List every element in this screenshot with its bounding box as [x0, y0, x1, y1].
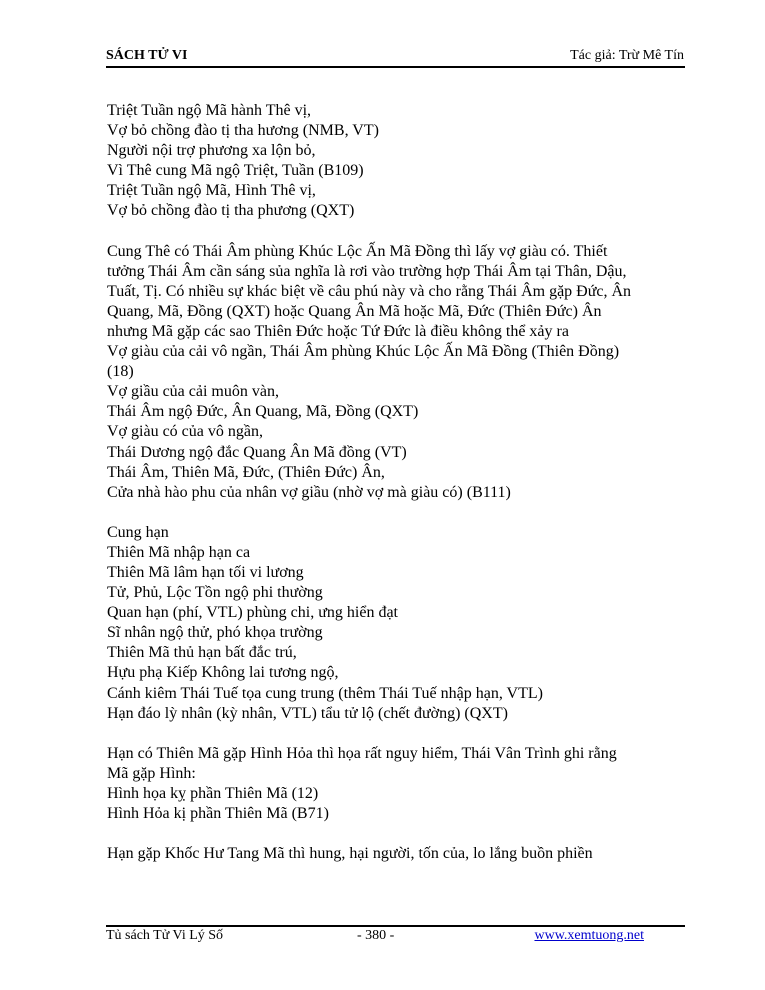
text-line: Thiên Mã lâm hạn tối vi lương — [107, 563, 304, 581]
text-line: Hạn có Thiên Mã gặp Hình Hỏa thì họa rất nguy hiểm, Thái Vân Trình ghi rằng — [107, 744, 617, 762]
paragraph — [107, 523, 687, 724]
text-line: Vợ giầu của cải muôn vàn, — [107, 383, 279, 401]
page-header — [106, 46, 684, 66]
text-line: Tử, Phủ, Lộc Tồn ngộ phi thường — [107, 584, 323, 602]
website-link[interactable]: www.xemtuong.net — [534, 928, 644, 943]
text-line: Thái Âm, Thiên Mã, Đức, (Thiên Đức) Ân, — [107, 463, 385, 481]
book-title: SÁCH TỬ VI — [106, 48, 188, 63]
text-line: Sĩ nhân ngộ thử, phó khọa trường — [107, 624, 323, 642]
text-line: Vợ giàu của cải vô ngần, Thái Âm phùng Khúc Lộc Ấn Mã Đồng (Thiên Đồng) — [107, 343, 620, 361]
text-line: Mã gặp Hình: — [107, 764, 196, 782]
text-line: Cung hạn — [107, 523, 169, 541]
text-line: Hạn đáo lỳ nhân (kỳ nhân, VTL) tẩu tử lộ (chết đường) (QXT) — [107, 704, 508, 722]
text-line: Cánh kiêm Thái Tuế tọa cung trung (thêm Thái Tuế nhập hạn, VTL) — [107, 684, 543, 702]
text-line: Hình Hỏa kị phần Thiên Mã (B71) — [107, 805, 329, 822]
text-line: Vợ bỏ chồng đào tị tha hương (NMB, VT) — [107, 122, 379, 140]
text-line: Hình họa kỵ phần Thiên Mã (12) — [107, 784, 319, 802]
text-line: Vợ giàu có của vô ngần, — [107, 423, 263, 441]
header-rule — [106, 66, 685, 68]
text-line: Cung Thê có Thái Âm phùng Khúc Lộc Ấn Mã Đồng thì lấy vợ giàu có. Thiết — [107, 242, 608, 260]
text-line: Vì Thê cung Mã ngộ Triệt, Tuần (B109) — [107, 162, 364, 180]
paragraph — [107, 744, 687, 824]
text-line: Hựu phạ Kiếp Không lai tương ngộ, — [107, 664, 339, 682]
text-line: Người nội trợ phương xa lộn bỏ, — [107, 142, 316, 160]
text-line: Quang, Mã, Đồng (QXT) hoặc Quang Ân Mã hoặc Mã, Đức (Thiên Đức) Ân — [107, 302, 602, 320]
text-line: Tuất, Tị. Có nhiều sự khác biệt về câu phú này và cho rằng Thái Âm gặp Đức, Ân — [107, 282, 632, 300]
text-line: Vợ bỏ chồng đào tị tha phương (QXT) — [107, 202, 355, 220]
text-line: Thái Âm ngộ Đức, Ân Quang, Mã, Đồng (QXT) — [107, 403, 419, 421]
text-line: nhưng Mã gặp các sao Thiên Đức hoặc Tứ Đức là điều không thể xảy ra — [107, 322, 569, 340]
page-body — [107, 101, 687, 884]
author-label: Tác giả: Trừ Mê Tín — [570, 48, 684, 63]
text-line: Triệt Tuần ngộ Mã hành Thê vị, — [107, 102, 312, 119]
text-line: Thiên Mã thủ hạn bất đắc trú, — [107, 644, 297, 662]
footer-series: Tủ sách Tử Vi Lý Số — [106, 928, 224, 943]
text-line: Thiên Mã nhập hạn ca — [107, 543, 251, 561]
paragraph — [107, 242, 687, 503]
text-line: Thái Dương ngộ đắc Quang Ân Mã đồng (VT) — [107, 443, 407, 461]
text-line: Cửa nhà hào phu của nhân vợ giầu (nhờ vợ mà giàu có) (B111) — [107, 483, 511, 501]
text-line: Hạn gặp Khốc Hư Tang Mã thì hung, hại người, tốn của, lo lắng buồn phiền — [107, 845, 593, 863]
page-footer — [106, 928, 685, 946]
text-line: Quan hạn (phí, VTL) phùng chi, ưng hiển đạt — [107, 604, 398, 622]
text-line: Triệt Tuần ngộ Mã, Hình Thê vị, — [107, 182, 316, 200]
paragraph — [107, 844, 687, 864]
text-line: tưởng Thái Âm cần sáng sủa nghĩa là rơi vào trường hợp Thái Âm tại Thân, Dậu, — [107, 262, 627, 280]
text-line: (18) — [107, 363, 134, 381]
footer-rule — [106, 925, 685, 927]
paragraph — [107, 101, 687, 222]
page-number: - 380 - — [357, 928, 395, 943]
